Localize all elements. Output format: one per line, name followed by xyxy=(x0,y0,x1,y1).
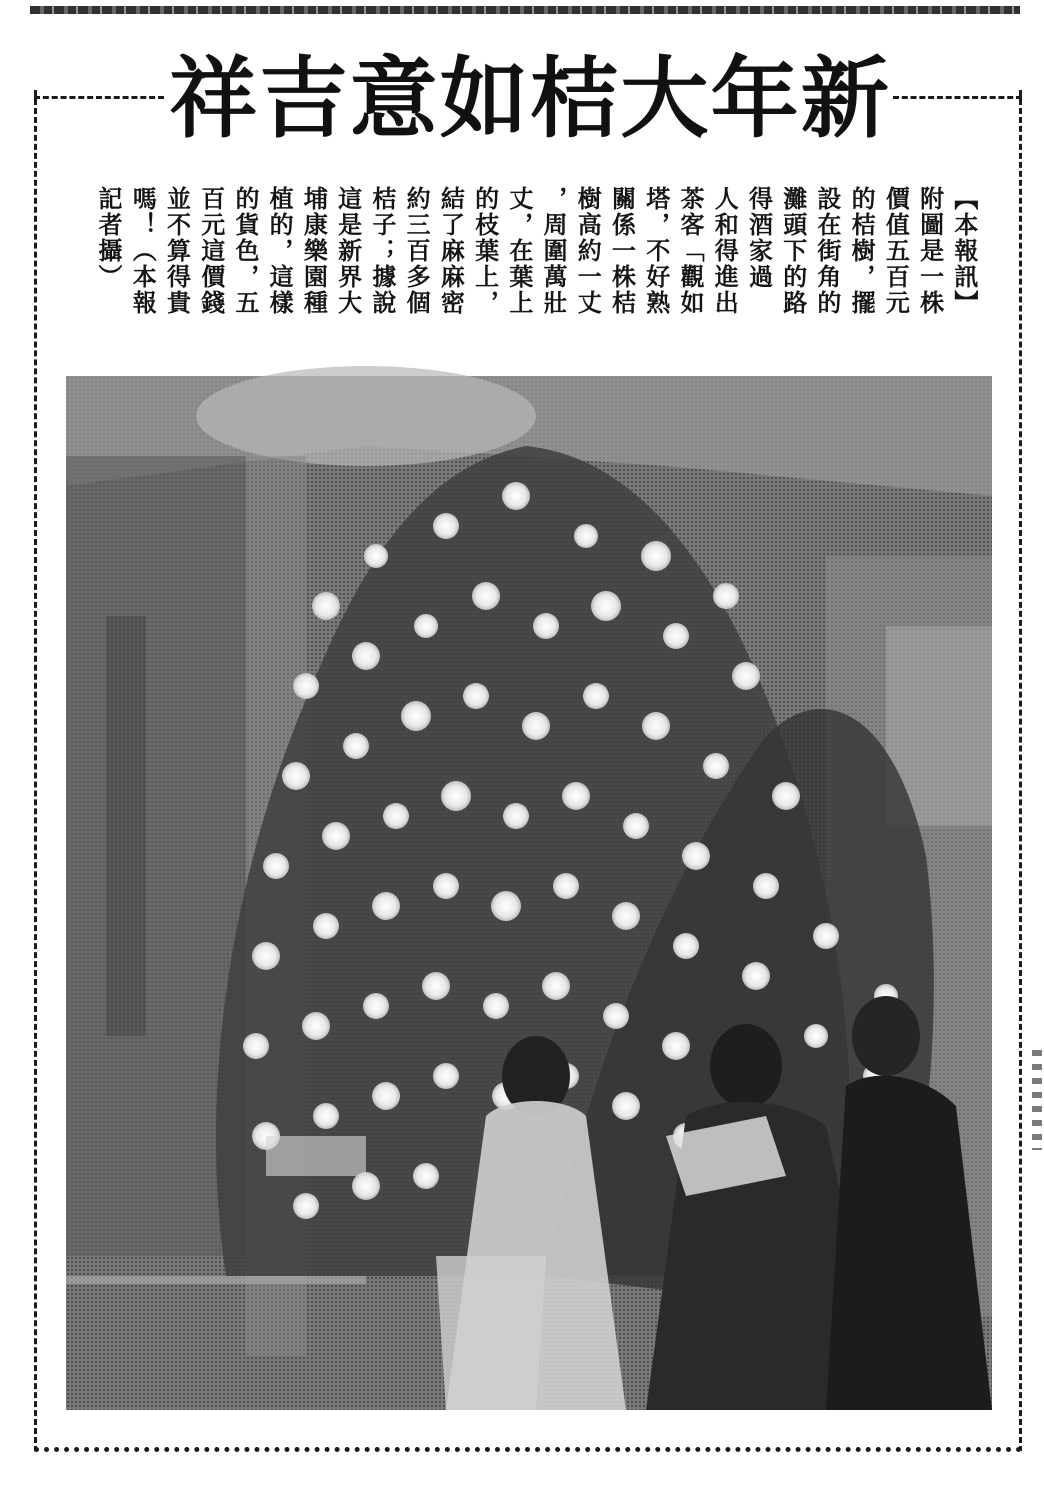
news-photo xyxy=(66,376,992,1410)
article-column: 植的，這樣 xyxy=(265,186,295,316)
page-edge-mark xyxy=(1032,1050,1042,1150)
article-column: 埔康樂園種 xyxy=(299,186,329,316)
article-column: 塔，不好熟 xyxy=(641,186,671,316)
article-column: 桔子；據說 xyxy=(367,186,397,316)
article-column: 人和得進出 xyxy=(710,186,740,316)
headline xyxy=(168,46,890,150)
article-column: 設在街角的 xyxy=(812,186,842,316)
article-column: 【本報訊】 xyxy=(949,186,979,316)
article-column: 茶客「觀如 xyxy=(675,186,705,316)
photo-orange-tree-icon xyxy=(66,376,992,1410)
article-column: 約三百多個 xyxy=(402,186,432,316)
article-column: 關係一株桔 xyxy=(607,186,637,316)
article-column: 記者攝） xyxy=(94,186,123,290)
headline-char: 新 xyxy=(800,46,889,150)
article-column: 價值五百元 xyxy=(881,186,911,316)
article-column: 丈，在葉上 xyxy=(504,186,534,316)
article-column: 灘頭下的路 xyxy=(778,186,808,316)
article-column: 這是新界大 xyxy=(333,186,363,316)
article-column: ，周圍萬壯 xyxy=(539,186,569,316)
top-border-rule xyxy=(30,6,1020,14)
headline-char: 大 xyxy=(620,46,709,150)
headline-char: 意 xyxy=(349,46,438,150)
article-column: 的貨色，五 xyxy=(230,186,260,316)
article-column: 附圖是一株 xyxy=(915,186,945,316)
article-column: 結了麻麻密 xyxy=(436,186,466,316)
article-column: 得酒家過 xyxy=(744,186,774,290)
article-body xyxy=(94,186,979,328)
headline-char: 年 xyxy=(710,46,799,150)
headline-char: 桔 xyxy=(530,46,619,150)
headline-char: 吉 xyxy=(259,46,348,150)
article-column: 樹高約一丈 xyxy=(573,186,603,316)
headline-char: 祥 xyxy=(169,46,258,150)
article-column: 百元這價錢 xyxy=(196,186,226,316)
article-column: 並不算得貴 xyxy=(162,186,192,316)
article-column: 的枝葉上， xyxy=(470,186,500,316)
article-column: 嗎！（本報 xyxy=(128,186,158,316)
article-column: 的桔樹，擺 xyxy=(847,186,877,316)
headline-char: 如 xyxy=(439,46,528,150)
